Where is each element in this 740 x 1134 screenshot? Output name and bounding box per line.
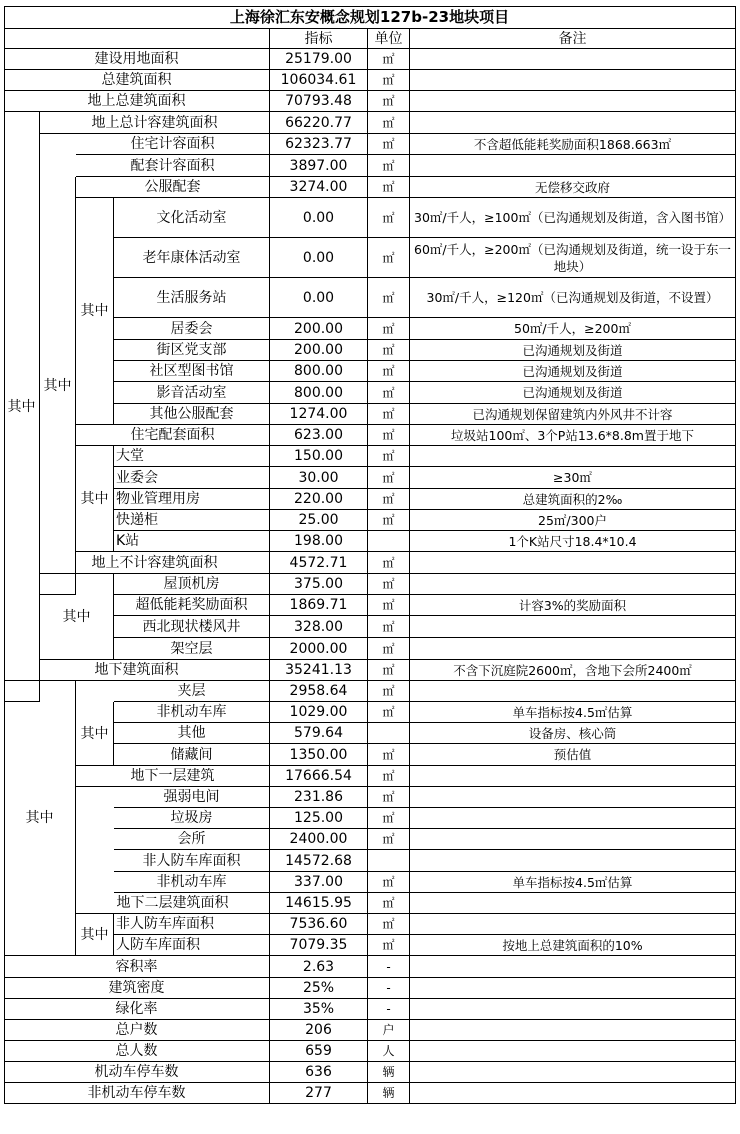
committee-remark: 50㎡/千人，≥200㎡ [410,318,736,340]
civil-defense-unit: ㎡ [368,935,410,956]
property-mgmt-remark: 总建筑面积的2‰ [410,489,736,510]
nonmotor-b1-value: 337.00 [270,872,368,893]
total-gfa-label: 总建筑面积 [4,70,270,91]
courier-locker-unit: ㎡ [368,510,410,531]
culture-room-remark: 30㎡/千人，≥100㎡（已沟通规划及街道，含入图书馆） [410,198,736,238]
households-unit: 户 [368,1020,410,1041]
clubhouse-value: 2400.00 [270,829,368,850]
owners-committee-unit: ㎡ [368,467,410,489]
service-station-remark: 30㎡/千人，≥120㎡（已沟通规划及街道，不设置） [410,278,736,318]
supp-far-remark [410,155,736,177]
nonciv-b1-remark [410,850,736,872]
population-value: 659 [270,1041,368,1062]
above-nonfar-value: 4572.71 [270,552,368,574]
header-unit: 单位 [368,29,410,49]
roof-room-unit: ㎡ [368,574,410,595]
service-station-unit: ㎡ [368,278,410,318]
far-label: 容积率 [4,956,270,978]
public-service-label: 公服配套 [76,177,270,198]
car-parking-unit: 辆 [368,1062,410,1083]
property-mgmt-unit: ㎡ [368,489,410,510]
ultra-low-unit: ㎡ [368,595,410,616]
nonmotor-garage-remark: 单车指标按4.5㎡估算 [410,702,736,723]
roof-room-label: 屋顶机房 [114,574,270,595]
b2-floor-label: 地下二层建筑面积 [76,893,270,914]
ultra-low-remark: 计容3%的奖励面积 [410,595,736,616]
green-rate-unit: - [368,999,410,1020]
ultra-low-value: 1869.71 [270,595,368,616]
above-nonfar-label: 地上不计容建筑面积 [40,552,270,574]
storage-unit: ㎡ [368,744,410,766]
nonmotor-b1-label: 非机动车库 [114,872,270,893]
site-area-value: 25179.00 [270,49,368,70]
party-branch-label: 街区党支部 [114,340,270,361]
header-indicator: 指标 [270,29,368,49]
property-mgmt-label: 物业管理用房 [114,489,270,510]
b2-floor-unit: ㎡ [368,893,410,914]
header-blank [4,29,270,49]
committee-label: 居委会 [114,318,270,340]
b2-floor-remark [410,893,736,914]
public-service-value: 3274.00 [270,177,368,198]
total-gfa-unit: ㎡ [368,70,410,91]
elderly-room-label: 老年康体活动室 [114,238,270,278]
nonmotor-garage-label: 非机动车库 [114,702,270,723]
res-far-value: 62323.77 [270,134,368,155]
res-far-remark: 不含超低能耗奖励面积1868.663㎡ [410,134,736,155]
culture-room-value: 0.00 [270,198,368,238]
nw-shaft-label: 西北现状楼风井 [114,616,270,638]
culture-room-unit: ㎡ [368,198,410,238]
elderly-room-unit: ㎡ [368,238,410,278]
other-public-value: 1274.00 [270,404,368,425]
site-area-remark [410,49,736,70]
green-rate-remark [410,999,736,1020]
party-branch-remark: 已沟通规划及街道 [410,340,736,361]
k-station-label: K站 [114,531,270,552]
other-public-remark: 已沟通规划保留建筑内外风井不计容 [410,404,736,425]
population-remark [410,1041,736,1062]
green-rate-label: 绿化率 [4,999,270,1020]
above-far-remark [410,112,736,134]
civil-defense-value: 7079.35 [270,935,368,956]
nonciv-b1-value: 14572.68 [270,850,368,872]
elderly-room-remark: 60㎡/千人，≥200㎡（已沟通规划及街道，统一设于东一地块） [410,238,736,278]
bike-parking-unit: 辆 [368,1083,410,1104]
res-supp-value: 623.00 [270,425,368,446]
library-value: 800.00 [270,361,368,382]
bike-parking-label: 非机动车停车数 [4,1083,270,1104]
of-which-public: 其中 [76,198,114,425]
res-supp-label: 住宅配套面积 [76,425,270,446]
power-room-label: 强弱电间 [114,787,270,808]
above-gfa-value: 70793.48 [270,91,368,112]
courier-locker-label: 快递柜 [114,510,270,531]
storage-label: 储藏间 [114,744,270,766]
bike-parking-remark [410,1083,736,1104]
of-which-above-outer: 其中 [4,112,40,702]
far-remark [410,956,736,978]
total-gfa-value: 106034.61 [270,70,368,91]
of-which-nonfar: 其中 [40,574,114,660]
of-which-under: 其中 [4,681,76,956]
av-room-value: 800.00 [270,382,368,404]
density-value: 25% [270,978,368,999]
library-remark: 已沟通规划及街道 [410,361,736,382]
population-unit: 人 [368,1041,410,1062]
above-gfa-unit: ㎡ [368,91,410,112]
committee-value: 200.00 [270,318,368,340]
av-room-label: 影音活动室 [114,382,270,404]
households-remark [410,1020,736,1041]
res-supp-unit: ㎡ [368,425,410,446]
density-unit: - [368,978,410,999]
b1-floor-unit: ㎡ [368,766,410,787]
b1-floor-value: 17666.54 [270,766,368,787]
nonmotor-b1-unit: ㎡ [368,872,410,893]
property-mgmt-value: 220.00 [270,489,368,510]
mezzanine-unit: ㎡ [368,681,410,702]
mezzanine-remark [410,681,736,702]
owners-committee-label: 业委会 [114,467,270,489]
nonmotor-b1-remark: 单车指标按4.5㎡估算 [410,872,736,893]
party-branch-value: 200.00 [270,340,368,361]
planning-indicator-table [4,6,736,1126]
under-gfa-label: 地下建筑面积 [4,660,270,681]
k-station-value: 198.00 [270,531,368,552]
of-which-supp: 其中 [40,177,76,595]
bike-parking-value: 277 [270,1083,368,1104]
b2-floor-value: 14615.95 [270,893,368,914]
above-far-unit: ㎡ [368,112,410,134]
under-gfa-value: 35241.13 [270,660,368,681]
service-station-label: 生活服务站 [114,278,270,318]
site-area-label: 建设用地面积 [4,49,270,70]
households-label: 总户数 [4,1020,270,1041]
other-label: 其他 [114,723,270,744]
res-far-label: 住宅计容面积 [76,134,270,155]
courier-locker-value: 25.00 [270,510,368,531]
nonciv-b1-label: 非人防车库面积 [114,850,270,872]
density-label: 建筑密度 [4,978,270,999]
total-gfa-remark [410,70,736,91]
above-gfa-label: 地上总建筑面积 [4,91,270,112]
stilt-floor-remark [410,638,736,660]
garbage-room-label: 垃圾房 [114,808,270,829]
households-value: 206 [270,1020,368,1041]
car-parking-label: 机动车停车数 [4,1062,270,1083]
av-room-unit: ㎡ [368,382,410,404]
population-label: 总人数 [4,1041,270,1062]
nw-shaft-remark [410,616,736,638]
av-room-remark: 已沟通规划及街道 [410,382,736,404]
library-label: 社区型图书馆 [114,361,270,382]
nw-shaft-unit: ㎡ [368,616,410,638]
nonciv-b2-value: 7536.60 [270,914,368,935]
other-public-label: 其他公服配套 [114,404,270,425]
public-service-unit: ㎡ [368,177,410,198]
k-station-remark: 1个K站尺寸18.4*10.4 [410,531,736,552]
res-far-unit: ㎡ [368,134,410,155]
garbage-room-remark [410,808,736,829]
garbage-room-unit: ㎡ [368,808,410,829]
other-value: 579.64 [270,723,368,744]
nonciv-b1-unit [368,850,410,872]
above-nonfar-unit: ㎡ [368,552,410,574]
b1-floor-label: 地下一层建筑 [76,766,270,787]
nonciv-b2-label: 非人防车库面积 [114,914,270,935]
storage-value: 1350.00 [270,744,368,766]
stilt-floor-unit: ㎡ [368,638,410,660]
party-branch-unit: ㎡ [368,340,410,361]
power-room-unit: ㎡ [368,787,410,808]
car-parking-value: 636 [270,1062,368,1083]
mezzanine-label: 夹层 [114,681,270,702]
nonciv-b2-remark [410,914,736,935]
civil-defense-remark: 按地上总建筑面积的10% [410,935,736,956]
supp-far-value: 3897.00 [270,155,368,177]
table-title: 上海徐汇东安概念规划127b-23地块项目 [4,6,736,29]
stilt-floor-value: 2000.00 [270,638,368,660]
supp-far-label: 配套计容面积 [76,155,270,177]
clubhouse-unit: ㎡ [368,829,410,850]
of-which-mezz: 其中 [76,702,114,766]
other-unit [368,723,410,744]
stilt-floor-label: 架空层 [114,638,270,660]
of-which-b2: 其中 [76,914,114,956]
header-remark: 备注 [410,29,736,49]
garbage-room-value: 125.00 [270,808,368,829]
library-unit: ㎡ [368,361,410,382]
elderly-room-value: 0.00 [270,238,368,278]
density-remark [410,978,736,999]
nonciv-b2-unit: ㎡ [368,914,410,935]
other-public-unit: ㎡ [368,404,410,425]
above-far-value: 66220.77 [270,112,368,134]
of-which-res-supp: 其中 [76,446,114,552]
mezzanine-value: 2958.64 [270,681,368,702]
public-service-remark: 无偿移交政府 [410,177,736,198]
culture-room-label: 文化活动室 [114,198,270,238]
lobby-unit: ㎡ [368,446,410,467]
above-gfa-remark [410,91,736,112]
other-remark: 设备房、核心筒 [410,723,736,744]
nonmotor-garage-value: 1029.00 [270,702,368,723]
lobby-remark [410,446,736,467]
under-gfa-unit: ㎡ [368,660,410,681]
clubhouse-remark [410,829,736,850]
nw-shaft-value: 328.00 [270,616,368,638]
service-station-value: 0.00 [270,278,368,318]
power-room-remark [410,787,736,808]
far-unit: - [368,956,410,978]
supp-far-unit: ㎡ [368,155,410,177]
lobby-value: 150.00 [270,446,368,467]
roof-room-value: 375.00 [270,574,368,595]
green-rate-value: 35% [270,999,368,1020]
power-room-value: 231.86 [270,787,368,808]
under-gfa-remark: 不含下沉庭院2600㎡，含地下会所2400㎡ [410,660,736,681]
car-parking-remark [410,1062,736,1083]
courier-locker-remark: 25㎡/300户 [410,510,736,531]
storage-remark: 预估值 [410,744,736,766]
civil-defense-label: 人防车库面积 [114,935,270,956]
roof-room-remark [410,574,736,595]
b1-floor-remark [410,766,736,787]
ultra-low-label: 超低能耗奖励面积 [114,595,270,616]
far-value: 2.63 [270,956,368,978]
owners-committee-remark: ≥30㎡ [410,467,736,489]
owners-committee-value: 30.00 [270,467,368,489]
lobby-label: 大堂 [114,446,270,467]
above-nonfar-remark [410,552,736,574]
k-station-unit [368,531,410,552]
nonmotor-garage-unit: ㎡ [368,702,410,723]
above-far-label: 地上总计容建筑面积 [40,112,270,134]
clubhouse-label: 会所 [114,829,270,850]
site-area-unit: ㎡ [368,49,410,70]
res-supp-remark: 垃圾站100㎡、3个P站13.6*8.8m置于地下 [410,425,736,446]
committee-unit: ㎡ [368,318,410,340]
